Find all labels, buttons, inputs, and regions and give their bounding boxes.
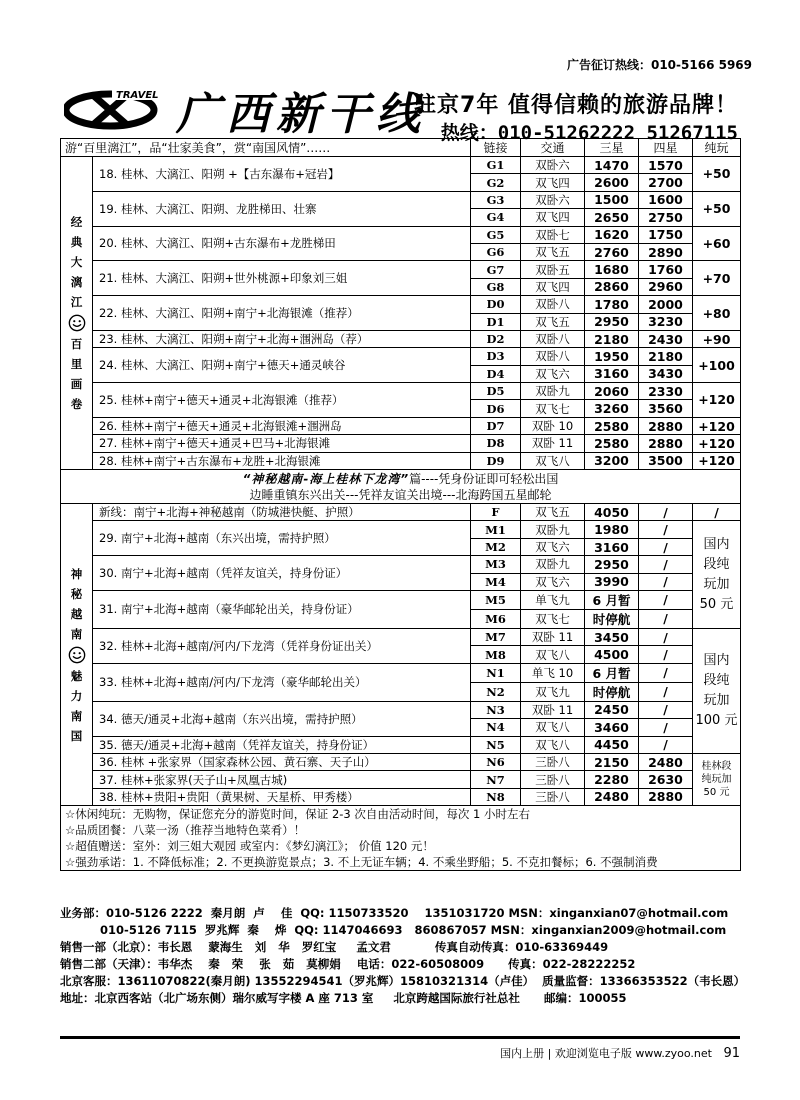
domestic-extra-line: 50 元 — [699, 596, 734, 612]
route-code: D4 — [471, 365, 521, 382]
extra-fee: +60 — [693, 226, 741, 261]
route-code: G3 — [471, 191, 521, 208]
domestic-extra-line: 玩加 — [703, 692, 730, 708]
side-char: 漓 — [70, 275, 83, 290]
price-3star: 3200 — [585, 452, 639, 469]
domestic-extra-line: 段纯 — [703, 672, 730, 688]
price-3star: 3160 — [585, 365, 639, 382]
route-code: D7 — [471, 417, 521, 434]
price-3star: 3460 — [585, 719, 639, 736]
price-3star: 1500 — [585, 191, 639, 208]
brand-name: 广西新干线 — [176, 89, 426, 140]
route-code: N5 — [471, 736, 521, 753]
extra-fee: +120 — [693, 452, 741, 469]
contact-line: 010-5126 7115 罗兆辉 秦 烨 QQ: 1147046693 860867057 MSN：xinganxian2009@hotmail.com — [60, 923, 727, 937]
price-4star: / — [639, 538, 693, 555]
transport: 单飞 10 — [521, 663, 585, 682]
price-3star: 1680 — [585, 261, 639, 278]
slogan: 驻京7年 值得信赖的旅游品牌！ — [414, 93, 738, 118]
price-3star: 2180 — [585, 330, 639, 347]
extra-fee: +50 — [693, 191, 741, 226]
transport: 双卧八 — [521, 296, 585, 313]
domestic-extra-line: 100 元 — [695, 712, 738, 728]
contact-line: 北京客服：13611070822(秦月朗) 13552294541（罗兆辉）15810321314（卢佳） 质量监督：13366353522（韦长恩） — [60, 974, 746, 988]
price-3star: 1620 — [585, 226, 639, 243]
route-code: N6 — [471, 753, 521, 770]
transport: 双飞六 — [521, 365, 585, 382]
transport: 单飞九 — [521, 590, 585, 609]
transport: 双卧九 — [521, 556, 585, 573]
note-line: ☆休闲纯玩：无购物，保证您充分的游览时间，保证 2-3 次自由活动时间，每次 1 小时左右 — [61, 806, 741, 823]
route-name: 20. 桂林、大漓江、阳朔+古东瀑布+龙胜梯田 — [93, 226, 471, 261]
route-code: D2 — [471, 330, 521, 347]
route-code: M6 — [471, 609, 521, 628]
domestic-extra-line: 50 元 — [703, 787, 730, 799]
price-3star: 2760 — [585, 243, 639, 260]
route-code: G7 — [471, 261, 521, 278]
extra-fee: +100 — [693, 348, 741, 383]
brand-logo-icon — [64, 84, 164, 130]
price-3star: 2060 — [585, 383, 639, 400]
transport: 双飞六 — [521, 538, 585, 555]
banner-line2: 边睡重镇东兴出关---凭祥友谊关出境---北海跨国五星邮轮 — [249, 487, 552, 502]
extra-fee: / — [693, 504, 741, 521]
domestic-extra — [693, 753, 741, 805]
route-name: 29. 南宁+北海+越南（东兴出境，需持护照） — [93, 521, 471, 556]
contact-line: 地址：北京西客站（北广场东侧）瑞尔威写字楼 A 座 713 室 北京跨越国际旅行社总社 邮编：100055 — [60, 991, 627, 1005]
price-3star: 2860 — [585, 278, 639, 295]
side-char: 大 — [70, 255, 83, 270]
transport: 双飞五 — [521, 504, 585, 521]
price-4star: 2430 — [639, 330, 693, 347]
route-code: N3 — [471, 701, 521, 718]
route-code: D9 — [471, 452, 521, 469]
route-code: G1 — [471, 157, 521, 174]
side-char: 南 — [70, 708, 83, 723]
transport: 三卧八 — [521, 753, 585, 770]
transport: 三卧八 — [521, 788, 585, 805]
price-4star: / — [639, 628, 693, 645]
domestic-extra-line: 玩加 — [703, 576, 730, 592]
table-row — [61, 191, 741, 208]
side-char: 里 — [70, 357, 83, 372]
route-name: 新线：南宁+北海+神秘越南（防城港快艇、护照） — [93, 504, 471, 521]
side-char: 力 — [70, 688, 83, 703]
banner-line1: 篇----凭身份证即可轻松出国 — [409, 471, 559, 486]
side-char: 越 — [70, 606, 83, 621]
price-3star: 3160 — [585, 538, 639, 555]
price-3star: 2650 — [585, 209, 639, 226]
contact-line: 销售一部（北京）：韦长恩 蒙海生 刘 华 罗红宝 孟文君 传真自动传真：010-63369449 — [60, 940, 609, 954]
extra-fee: +120 — [693, 435, 741, 452]
contact-info — [60, 905, 746, 1007]
route-code: N8 — [471, 788, 521, 805]
price-4star: / — [639, 590, 693, 609]
contact-line: 业务部：010-5126 2222 秦月朗 卢 佳 QQ: 1150733520 1351031720 MSN：xinganxian07@hotmail.com — [60, 906, 729, 920]
route-code: N2 — [471, 682, 521, 701]
note-line: ☆强劲承诺：1. 不降低标准；2. 不更换游览景点；3. 不上无证车辆；4. 不乘坐野船；5. 不克扣餐标；6. 不强制消费 — [61, 854, 741, 871]
transport: 双飞七 — [521, 609, 585, 628]
price-3star: 时停航 — [585, 682, 639, 701]
route-name: 27. 桂林+南宁+德天+通灵+巴马+北海银滩 — [93, 435, 471, 452]
price-4star: 3230 — [639, 313, 693, 330]
route-code: M7 — [471, 628, 521, 645]
side-char: 国 — [70, 728, 83, 743]
side-char: 南 — [70, 626, 83, 641]
table-row — [61, 226, 741, 243]
price-4star: 1750 — [639, 226, 693, 243]
price-4star: 2880 — [639, 435, 693, 452]
route-code: D5 — [471, 383, 521, 400]
price-4star: 2630 — [639, 771, 693, 788]
price-4star: 3560 — [639, 400, 693, 417]
transport: 双飞九 — [521, 682, 585, 701]
domestic-extra-line: 段纯 — [703, 556, 730, 572]
transport: 三卧八 — [521, 771, 585, 788]
extra-fee: +70 — [693, 261, 741, 296]
route-name: 32. 桂林+北海+越南/河内/下龙湾（凭祥身份证出关） — [93, 628, 471, 663]
table-row — [61, 348, 741, 365]
transport: 双卧九 — [521, 521, 585, 538]
table-row — [61, 330, 741, 347]
route-name: 36. 桂林 +张家界（国家森林公园、黄石寨、天子山） — [93, 753, 471, 770]
route-code: N7 — [471, 771, 521, 788]
route-code: M8 — [471, 646, 521, 663]
price-3star: 3260 — [585, 400, 639, 417]
domestic-extra-line: 国内 — [703, 652, 730, 668]
price-4star: / — [639, 521, 693, 538]
table-row — [61, 753, 741, 770]
price-3star: 1470 — [585, 157, 639, 174]
banner-section — [61, 470, 741, 504]
smiley-icon — [68, 314, 86, 332]
price-3star: 2600 — [585, 174, 639, 191]
route-name: 34. 德天/通灵+北海+越南（东兴出境，需持护照） — [93, 701, 471, 736]
price-4star: 2890 — [639, 243, 693, 260]
table-row — [61, 435, 741, 452]
tour-price-table — [60, 138, 741, 871]
side-char: 秘 — [70, 586, 83, 601]
table-row — [61, 590, 741, 609]
table-row — [61, 417, 741, 434]
side-char: 百 — [70, 337, 83, 352]
transport: 双卧 10 — [521, 417, 585, 434]
price-3star: 时停航 — [585, 609, 639, 628]
price-3star: 1980 — [585, 521, 639, 538]
banner-title: “神秘越南-海上桂林下龙湾” — [242, 471, 410, 486]
route-code: M3 — [471, 556, 521, 573]
route-name: 26. 桂林+南宁+德天+通灵+北海银滩+涠洲岛 — [93, 417, 471, 434]
table-row — [61, 157, 741, 174]
logo-text: TRAVEL — [116, 90, 159, 101]
price-4star: / — [639, 701, 693, 718]
vietnam-banner — [61, 470, 741, 504]
transport: 双卧六 — [521, 157, 585, 174]
col-3star: 三星 — [585, 139, 639, 157]
price-4star: 2000 — [639, 296, 693, 313]
domestic-extra-line: 国内 — [703, 536, 730, 552]
table-row — [61, 504, 741, 521]
price-3star: 6 月暂 — [585, 663, 639, 682]
route-name: 19. 桂林、大漓江、阳朔、龙胜梯田、壮寨 — [93, 191, 471, 226]
contact-line: 销售二部（天津）：韦华杰 秦 荣 张 茹 莫柳娟 电话：022-60508009 传真：022-28222252 — [60, 957, 636, 971]
route-code: D3 — [471, 348, 521, 365]
extra-fee: +50 — [693, 157, 741, 192]
section-classic-lijiang — [61, 157, 741, 470]
table-row — [61, 296, 741, 313]
extra-fee: +120 — [693, 417, 741, 434]
table-row — [61, 521, 741, 538]
route-name: 28. 桂林+南宁+古东瀑布+龙胜+北海银滩 — [93, 452, 471, 469]
smiley-icon — [68, 646, 86, 664]
table-row — [61, 701, 741, 718]
transport: 双卧六 — [521, 191, 585, 208]
section-side-title — [61, 504, 93, 806]
transport: 双飞四 — [521, 174, 585, 191]
route-code: N4 — [471, 719, 521, 736]
table-row — [61, 452, 741, 469]
transport: 双卧 11 — [521, 628, 585, 645]
price-3star: 2480 — [585, 788, 639, 805]
col-4star: 四星 — [639, 139, 693, 157]
transport: 双飞七 — [521, 400, 585, 417]
transport: 双飞四 — [521, 278, 585, 295]
price-4star: 2180 — [639, 348, 693, 365]
domestic-extra-line: 纯玩加 — [701, 774, 732, 786]
route-code: G2 — [471, 174, 521, 191]
transport: 双飞六 — [521, 573, 585, 590]
price-4star: 2480 — [639, 753, 693, 770]
price-3star: 2280 — [585, 771, 639, 788]
price-3star: 3450 — [585, 628, 639, 645]
route-name: 38. 桂林+贵阳+贵阳（黄果树、天星桥、甲秀楼） — [93, 788, 471, 805]
table-row — [61, 556, 741, 573]
transport: 双飞八 — [521, 719, 585, 736]
table-row — [61, 383, 741, 400]
side-char: 神 — [70, 566, 83, 581]
price-3star: 4050 — [585, 504, 639, 521]
route-code: G8 — [471, 278, 521, 295]
header-hotline: 热线：010-51262222 51267115 — [440, 122, 738, 144]
price-4star: 3500 — [639, 452, 693, 469]
page-footer — [60, 1036, 740, 1061]
transport: 双飞八 — [521, 452, 585, 469]
table-row — [61, 788, 741, 805]
route-code: G5 — [471, 226, 521, 243]
price-4star: / — [639, 663, 693, 682]
side-char: 经 — [70, 215, 83, 230]
route-name: 24. 桂林、大漓江、阳朔+南宁+德天+通灵峡谷 — [93, 348, 471, 383]
route-code: N1 — [471, 663, 521, 682]
note-row — [61, 854, 741, 871]
col-transport: 交通 — [521, 139, 585, 157]
route-code: G4 — [471, 209, 521, 226]
transport: 双卧八 — [521, 348, 585, 365]
page-header — [60, 78, 740, 144]
price-4star: 2960 — [639, 278, 693, 295]
price-4star: / — [639, 573, 693, 590]
route-name: 35. 德天/通灵+北海+越南（凭祥友谊关，持身份证） — [93, 736, 471, 753]
price-3star: 2150 — [585, 753, 639, 770]
transport: 双卧 11 — [521, 435, 585, 452]
price-4star: 3430 — [639, 365, 693, 382]
table-row — [61, 261, 741, 278]
route-code: M5 — [471, 590, 521, 609]
price-4star: / — [639, 504, 693, 521]
note-line: ☆品质团餐：八菜一汤（推荐当地特色菜肴）！ — [61, 822, 741, 838]
route-code: G6 — [471, 243, 521, 260]
table-row — [61, 771, 741, 788]
transport: 双飞八 — [521, 736, 585, 753]
price-3star: 2950 — [585, 313, 639, 330]
route-code: D0 — [471, 296, 521, 313]
section-vietnam — [61, 504, 741, 806]
side-char: 卷 — [70, 397, 83, 412]
transport: 双飞四 — [521, 209, 585, 226]
domestic-extra-line: 桂林段 — [701, 761, 732, 773]
route-name: 37. 桂林+张家界(天子山+凤凰古城) — [93, 771, 471, 788]
extra-fee: +80 — [693, 296, 741, 331]
route-name: 31. 南宁+北海+越南（豪华邮轮出关，持身份证） — [93, 590, 471, 628]
section-side-title — [61, 157, 93, 470]
price-4star: 2880 — [639, 788, 693, 805]
route-code: D6 — [471, 400, 521, 417]
side-char: 画 — [70, 377, 83, 392]
route-name: 18. 桂林、大漓江、阳朔 +【古东瀑布+冠岩】 — [93, 157, 471, 192]
notes-section — [61, 806, 741, 871]
transport: 双飞五 — [521, 313, 585, 330]
extra-fee: +120 — [693, 383, 741, 418]
col-code: 链接 — [471, 139, 521, 157]
note-row — [61, 822, 741, 838]
price-4star: / — [639, 719, 693, 736]
route-code: D8 — [471, 435, 521, 452]
route-code: D1 — [471, 313, 521, 330]
price-4star: / — [639, 736, 693, 753]
side-char: 典 — [70, 235, 83, 250]
route-code: F — [471, 504, 521, 521]
route-code: M1 — [471, 521, 521, 538]
price-3star: 4450 — [585, 736, 639, 753]
price-4star: 2880 — [639, 417, 693, 434]
route-name: 25. 桂林+南宁+德天+通灵+北海银滩（推荐） — [93, 383, 471, 418]
domestic-extra — [693, 521, 741, 629]
price-4star: / — [639, 556, 693, 573]
page-number: 91 — [723, 1046, 740, 1061]
side-char: 江 — [70, 295, 83, 310]
price-4star: 1600 — [639, 191, 693, 208]
table-row — [61, 628, 741, 645]
table-header-row — [61, 139, 741, 157]
price-3star: 2450 — [585, 701, 639, 718]
transport: 双卧七 — [521, 226, 585, 243]
price-3star: 6 月暂 — [585, 590, 639, 609]
price-4star: 2700 — [639, 174, 693, 191]
side-char: 魅 — [70, 668, 83, 683]
transport: 双卧八 — [521, 330, 585, 347]
price-4star: 1570 — [639, 157, 693, 174]
price-3star: 4500 — [585, 646, 639, 663]
route-name: 23. 桂林、大漓江、阳朔+南宁+北海+涠洲岛（荐） — [93, 330, 471, 347]
price-4star: 2330 — [639, 383, 693, 400]
price-3star: 2950 — [585, 556, 639, 573]
transport: 双卧九 — [521, 383, 585, 400]
price-3star: 1780 — [585, 296, 639, 313]
intro-text: 游“百里漓江”，品“壮家美食”，赏“南国风情”…… — [61, 139, 471, 157]
price-3star: 2580 — [585, 435, 639, 452]
transport: 双卧 11 — [521, 701, 585, 718]
extra-fee: +90 — [693, 330, 741, 347]
route-code: M2 — [471, 538, 521, 555]
note-line: ☆超值赠送：室外：刘三姐大观园 或室内：《梦幻漓江》； 价值 120 元！ — [61, 838, 741, 854]
route-code: M4 — [471, 573, 521, 590]
col-extra: 纯玩 — [693, 139, 741, 157]
footer-text: 国内上册 | 欢迎浏览电子版 www.zyoo.net — [500, 1047, 712, 1060]
route-name: 21. 桂林、大漓江、阳朔+世外桃源+印象刘三姐 — [93, 261, 471, 296]
price-4star: 1760 — [639, 261, 693, 278]
price-3star: 3990 — [585, 573, 639, 590]
price-4star: 2750 — [639, 209, 693, 226]
note-row — [61, 838, 741, 854]
note-row — [61, 806, 741, 823]
transport: 双飞八 — [521, 646, 585, 663]
route-name: 22. 桂林、大漓江、阳朔+南宁+北海银滩（推荐） — [93, 296, 471, 331]
table-row — [61, 736, 741, 753]
transport: 双卧五 — [521, 261, 585, 278]
price-4star: / — [639, 682, 693, 701]
domestic-extra — [693, 628, 741, 753]
ad-hotline: 广告征订热线：010-5166 5969 — [566, 58, 752, 72]
transport: 双飞五 — [521, 243, 585, 260]
price-4star: / — [639, 609, 693, 628]
price-4star: / — [639, 646, 693, 663]
price-3star: 1950 — [585, 348, 639, 365]
price-3star: 2580 — [585, 417, 639, 434]
route-name: 30. 南宁+北海+越南（凭祥友谊关，持身份证） — [93, 556, 471, 591]
table-row — [61, 663, 741, 682]
route-name: 33. 桂林+北海+越南/河内/下龙湾（豪华邮轮出关） — [93, 663, 471, 701]
